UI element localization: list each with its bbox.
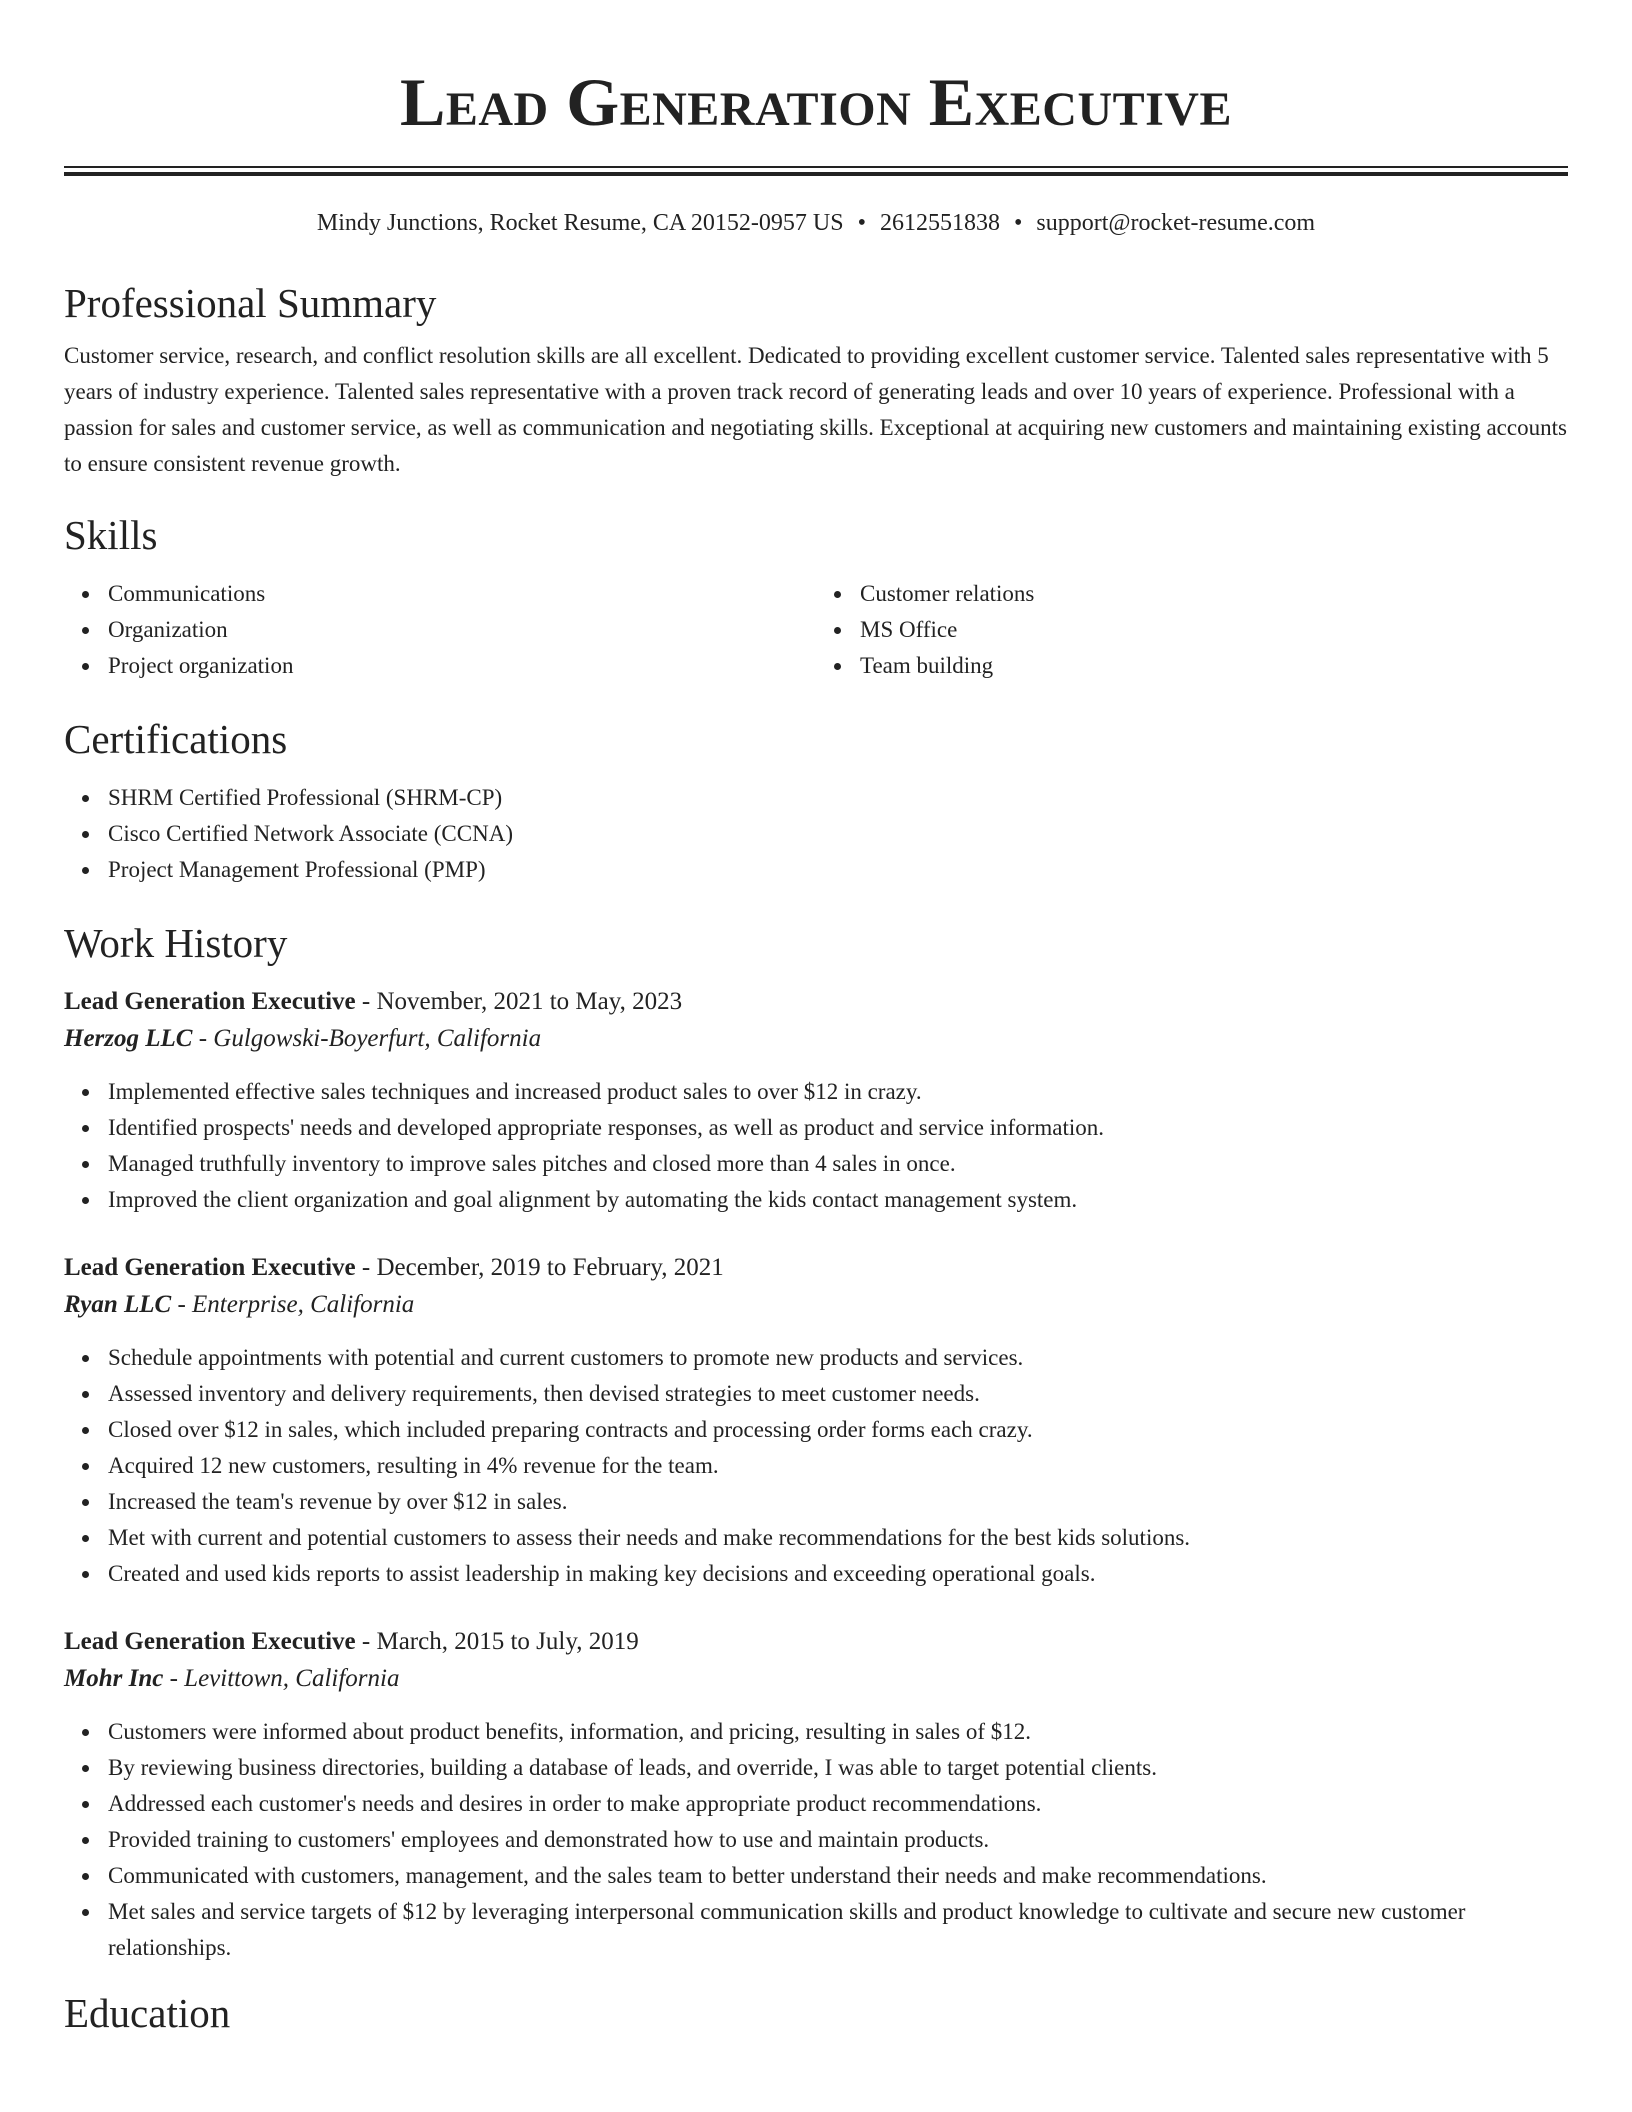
- title-double-rule: [64, 166, 1568, 176]
- job-bullet: Assessed inventory and delivery requirements, then devised strategies to meet customer needs.: [108, 1376, 1568, 1412]
- job-role: Lead Generation Executive: [64, 1628, 356, 1655]
- job-dash: -: [163, 1665, 185, 1692]
- job-header: [64, 1250, 1568, 1286]
- job-role: Lead Generation Executive: [64, 1254, 356, 1281]
- job-dash: -: [171, 1291, 193, 1318]
- skill-item: Customer relations: [860, 576, 1568, 612]
- skill-item: Project organization: [108, 648, 816, 684]
- job-bullet: Met with current and potential customers to assess their needs and make recommendations for the best kids solutions.: [108, 1520, 1568, 1556]
- job-bullet: Increased the team's revenue by over $12 in sales.: [108, 1484, 1568, 1520]
- education-heading: Education: [64, 1990, 231, 2036]
- contact-email: support@rocket-resume.com: [1036, 210, 1316, 236]
- job-dash: -: [355, 1254, 377, 1281]
- job-bullet: By reviewing business directories, building a database of leads, and override, I was able to target potential clients.: [108, 1750, 1568, 1786]
- skill-item: Communications: [108, 576, 816, 612]
- contact-address: Mindy Junctions, Rocket Resume, CA 20152-0957 US: [316, 210, 844, 236]
- job-bullet: Communicated with customers, management, and the sales team to better understand their needs and make recommendations.: [108, 1858, 1568, 1894]
- certification-item: Cisco Certified Network Associate (CCNA): [108, 816, 1568, 852]
- job-bullet: Identified prospects' needs and developed appropriate responses, as well as product and service information.: [108, 1110, 1568, 1146]
- job-bullet: Created and used kids reports to assist leadership in making key decisions and exceeding operational goals.: [108, 1556, 1568, 1592]
- contact-separator: •: [1013, 210, 1023, 236]
- certifications-list: [64, 780, 1568, 888]
- certifications-heading: Certifications: [64, 716, 288, 762]
- certification-item: SHRM Certified Professional (SHRM-CP): [108, 780, 1568, 816]
- contact-phone: 2612551838: [879, 210, 1000, 236]
- job-company: Mohr Inc: [64, 1665, 164, 1692]
- job-bullet: Schedule appointments with potential and current customers to promote new products and services.: [108, 1340, 1568, 1376]
- job-dash: -: [355, 988, 377, 1015]
- job-location: Gulgowski-Boyerfurt, California: [213, 1025, 542, 1052]
- job-dates: November, 2021 to May, 2023: [376, 988, 683, 1015]
- job-bullets: [64, 1714, 1568, 1966]
- job-bullet: Met sales and service targets of $12 by leveraging interpersonal communication skills and product knowledge to cultivate and secure new customer relationships.: [108, 1894, 1568, 1966]
- skill-item: Organization: [108, 612, 816, 648]
- job-dash: -: [355, 1628, 377, 1655]
- job-dates: December, 2019 to February, 2021: [376, 1254, 724, 1281]
- job-header: [64, 1624, 1568, 1660]
- job-dash: -: [192, 1025, 214, 1052]
- contact-separator: •: [857, 210, 866, 236]
- skills-columns: [64, 576, 1568, 684]
- job-location: Enterprise, California: [192, 1291, 415, 1318]
- skill-item: MS Office: [860, 612, 1568, 648]
- resume-title: Lead Generation Executive: [400, 64, 1232, 140]
- job-bullet: Addressed each customer's needs and desires in order to make appropriate product recommendations.: [108, 1786, 1568, 1822]
- job-company-line: [64, 1020, 1568, 1058]
- skills-left-list: [64, 576, 816, 684]
- job-company-line: [64, 1286, 1568, 1324]
- job-role: Lead Generation Executive: [64, 988, 356, 1015]
- certification-item: Project Management Professional (PMP): [108, 852, 1568, 888]
- job-location: Levittown, California: [184, 1665, 400, 1692]
- contact-line: [64, 208, 1568, 238]
- job-bullets: [64, 1340, 1568, 1592]
- work-history-heading: Work History: [64, 920, 288, 966]
- job-bullets: [64, 1074, 1568, 1218]
- job-bullet: Provided training to customers' employees and demonstrated how to use and maintain products.: [108, 1822, 1568, 1858]
- job-dates: March, 2015 to July, 2019: [376, 1628, 639, 1655]
- skills-heading: Skills: [64, 512, 158, 558]
- skill-item: Team building: [860, 648, 1568, 684]
- job-header: [64, 984, 1568, 1020]
- job-company: Herzog LLC: [64, 1025, 193, 1052]
- job-bullet: Acquired 12 new customers, resulting in 4% revenue for the team.: [108, 1448, 1568, 1484]
- resume-page: [64, 0, 1568, 2038]
- job-bullet: Customers were informed about product benefits, information, and pricing, resulting in sales of $12.: [108, 1714, 1568, 1750]
- job-bullet: Closed over $12 in sales, which included preparing contracts and processing order forms each crazy.: [108, 1412, 1568, 1448]
- summary-heading: Professional Summary: [64, 280, 437, 326]
- skills-right-list: [816, 576, 1568, 684]
- job-company-line: [64, 1660, 1568, 1698]
- job-bullet: Improved the client organization and goal alignment by automating the kids contact management system.: [108, 1182, 1568, 1218]
- job-company: Ryan LLC: [64, 1291, 172, 1318]
- summary-text: Customer service, research, and conflict resolution skills are all excellent. Dedicated to providing excellent customer service. Talented sales representative with 5 years of industry experience. Talented sales representative with a proven track record of generating leads and over 10 years of experience. Professional with a passion for sales and customer service, as well as communication and negotiating skills. Exceptional at acquiring new customers and maintaining existing accounts to ensure consistent revenue growth.: [64, 343, 1567, 476]
- job-bullet: Implemented effective sales techniques and increased product sales to over $12 in crazy.: [108, 1074, 1568, 1110]
- job-bullet: Managed truthfully inventory to improve sales pitches and closed more than 4 sales in once.: [108, 1146, 1568, 1182]
